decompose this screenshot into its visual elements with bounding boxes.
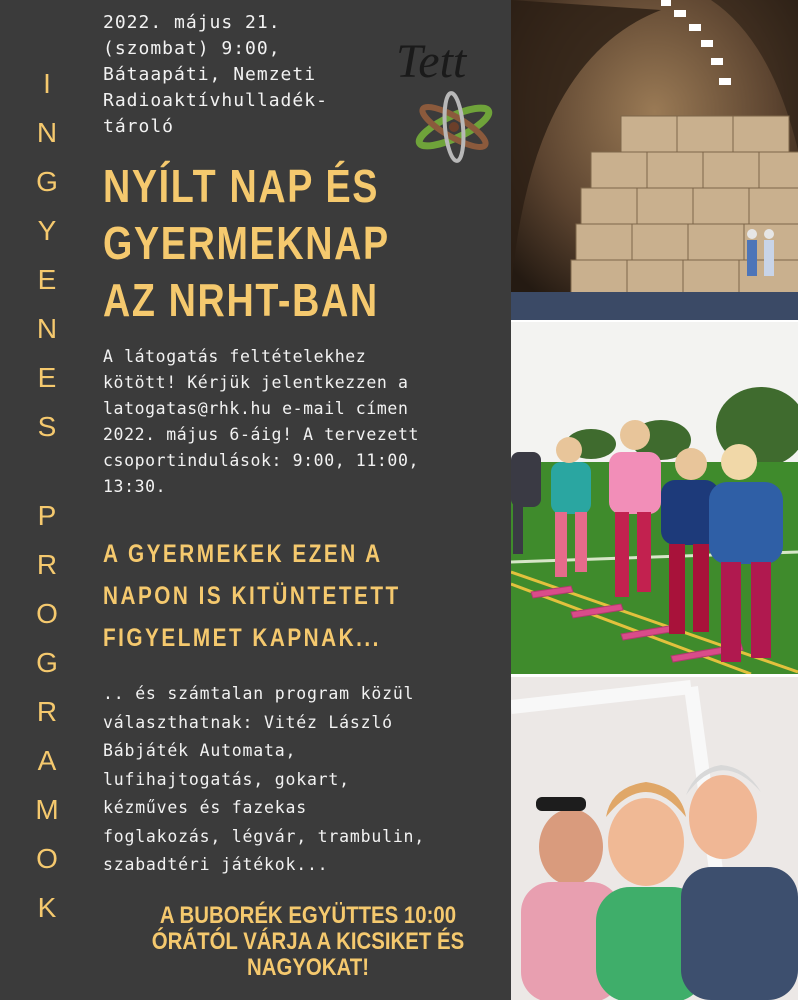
vertical-letter: G bbox=[36, 647, 58, 678]
vertical-letter: A bbox=[37, 745, 57, 776]
tunnel-storage-photo bbox=[511, 0, 798, 320]
visit-line-email: latogatas@rhk.hu e-mail címen bbox=[103, 399, 409, 418]
vertical-letter: O bbox=[36, 843, 58, 874]
vertical-letter: R bbox=[36, 549, 58, 580]
vertical-letter: K bbox=[37, 892, 57, 923]
visit-line: kötött! Kérjük jelentkezzen a bbox=[103, 373, 409, 392]
vertical-letter: G bbox=[36, 166, 58, 197]
vertical-letter: Y bbox=[37, 215, 57, 246]
event-date-location bbox=[103, 10, 403, 140]
vertical-label-ingyenes-programok bbox=[22, 58, 72, 931]
kids-heading-line: FIGYELMET KAPNAK... bbox=[103, 624, 381, 652]
kids-heading-line: A GYERMEKEK EZEN A bbox=[103, 540, 383, 568]
program-line: Bábjáték Automata, bbox=[103, 741, 297, 760]
visit-line: csoportindulások: 9:00, 11:00, bbox=[103, 451, 420, 470]
vertical-letter: P bbox=[37, 500, 57, 531]
vertical-letter: N bbox=[36, 313, 58, 344]
bubble-band-notice bbox=[147, 903, 470, 981]
visit-line: 13:30. bbox=[103, 477, 167, 496]
program-line: szabadtéri játékok... bbox=[103, 855, 329, 874]
program-line: foglakozás, légvár, trambulin, bbox=[103, 826, 426, 846]
logo-text: Tett bbox=[396, 35, 467, 88]
kids-heading-line: NAPON IS KITÜNTETETT bbox=[103, 582, 401, 610]
vertical-letter: S bbox=[37, 411, 57, 442]
title-line: GYERMEKNAP bbox=[103, 217, 390, 269]
program-list bbox=[103, 680, 503, 880]
date-line: Bátaapáti, Nemzeti bbox=[103, 64, 317, 85]
vertical-letter: N bbox=[36, 117, 58, 148]
event-title bbox=[103, 158, 431, 329]
vertical-letter: M bbox=[35, 794, 59, 825]
kids-heading bbox=[103, 533, 452, 659]
bubble-line: ÓRÁTÓL VÁRJA A KICSIKET ÉS bbox=[151, 928, 465, 955]
title-line: AZ NRHT-BAN bbox=[103, 274, 379, 326]
vertical-letter: E bbox=[37, 362, 57, 393]
family-frame-photo bbox=[511, 677, 798, 1000]
vertical-letter: O bbox=[36, 598, 58, 629]
program-line: kézműves és fazekas bbox=[103, 798, 307, 817]
visit-line: A látogatás feltételekhez bbox=[103, 347, 367, 366]
vertical-letter: I bbox=[43, 68, 51, 99]
date-line: tároló bbox=[103, 116, 175, 137]
visit-info bbox=[103, 344, 498, 500]
bubble-line: NAGYOKAT! bbox=[246, 954, 370, 981]
program-line: választhatnak: Vitéz László bbox=[103, 712, 393, 732]
bubble-line: A BUBORÉK EGYÜTTES 10:00 bbox=[159, 902, 457, 929]
vertical-letter: R bbox=[36, 696, 58, 727]
kids-playing-photo bbox=[511, 322, 798, 674]
date-line: (szombat) 9:00, bbox=[103, 38, 281, 59]
vertical-letter: E bbox=[37, 264, 57, 295]
title-line: NYÍLT NAP ÉS bbox=[103, 160, 380, 212]
date-line: 2022. május 21. bbox=[103, 12, 281, 33]
visit-line: 2022. május 6-áig! A tervezett bbox=[103, 425, 420, 444]
date-line: Radioaktívhulladék- bbox=[103, 90, 328, 111]
tett-logo bbox=[392, 15, 502, 165]
program-line: lufihajtogatás, gokart, bbox=[103, 769, 350, 789]
atom-icon bbox=[415, 92, 493, 161]
program-line: .. és számtalan program közül bbox=[103, 684, 415, 703]
